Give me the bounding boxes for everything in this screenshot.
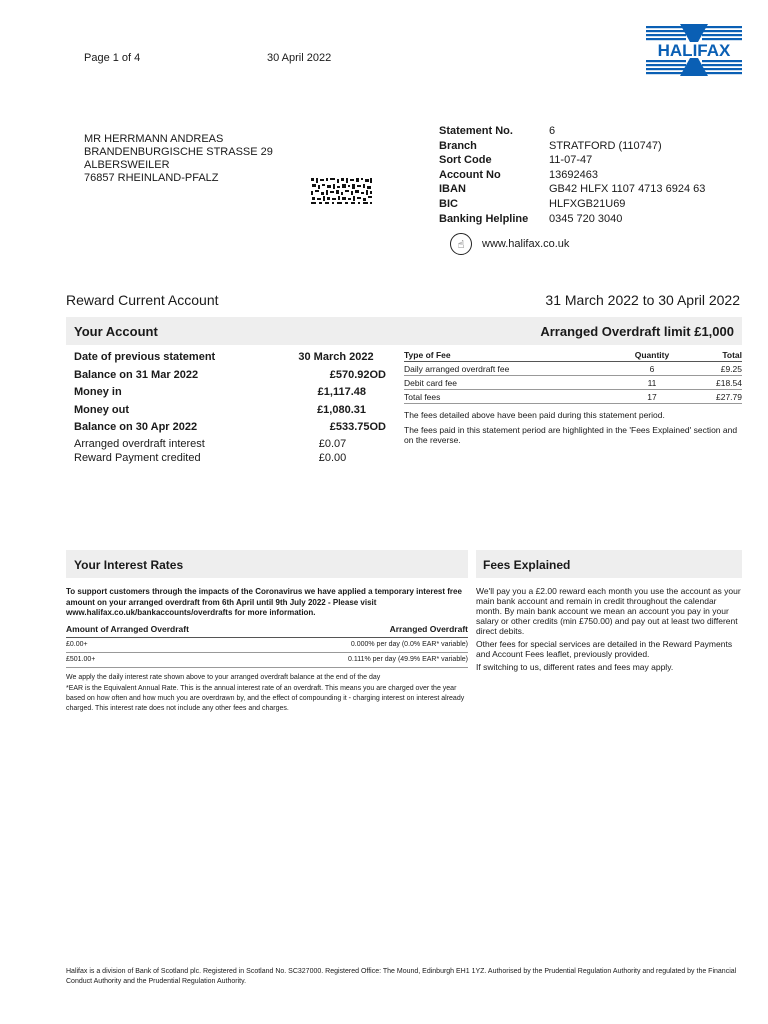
statement-period: 31 March 2022 to 30 April 2022 (545, 292, 740, 308)
interest-footnote: We apply the daily interest rate shown above to your arranged overdraft balance at the end of the day (66, 673, 381, 681)
fees-explained-band (476, 550, 742, 578)
summary-row: Money in £1,117.48 (74, 386, 366, 399)
table-row: Debit card fee 11 £18.54 (404, 377, 742, 388)
interest-table-header: Amount of Arranged Overdraft Arranged Overdraft (66, 624, 468, 638)
postal-barcode (310, 177, 373, 205)
detail-row-bic: BIC HLFXGB21U69 (439, 197, 626, 210)
fees-explained-heading: Fees Explained (483, 558, 571, 572)
fees-explained-section (476, 586, 742, 675)
website-url[interactable]: www.halifax.co.uk (482, 238, 570, 250)
fees-col-type: Type of Fee (404, 349, 622, 362)
statement-date: 30 April 2022 (267, 52, 332, 64)
ear-footnote: *EAR is the Equivalent Annual Rate. This is the annual interest rate of an overdraft. This means you are charged over the year based on how often and how much you are overdrawn by, and the effect of compounding it - charging interest on interest already charged. This interest rate does not include any other fees and charges. (66, 684, 465, 712)
pointer-hand-icon: ☝ (450, 233, 472, 255)
address-line: BRANDENBURGISCHE STRASSE 29 (84, 146, 273, 158)
website-link[interactable] (450, 233, 569, 255)
account-details (439, 124, 705, 226)
detail-row-iban: IBAN GB42 HLFX 1107 4713 6924 63 (439, 183, 706, 196)
summary-row: Arranged overdraft interest £0.07 (74, 437, 347, 450)
address-line: MR HERRMANN ANDREAS (84, 133, 224, 145)
svg-text:HALIFAX: HALIFAX (657, 41, 731, 60)
detail-row-branch: Branch STRATFORD (110747) (439, 139, 662, 152)
legal-footer: Halifax is a division of Bank of Scotland plc. Registered in Scotland No. SC327000. Registered Office: The Mound, Edinburgh EH1 1YZ. Authorised by the Prudential Regulation Authority and regulated by the Financial Conduct Authority and the Prudential Regulation Authority. (66, 968, 737, 985)
interest-rates-band (66, 550, 468, 578)
your-account-heading: Your Account (74, 324, 158, 339)
overdraft-limit: Arranged Overdraft limit £1,000 (540, 324, 734, 339)
detail-row-statement-no: Statement No. 6 (439, 125, 556, 137)
detail-row-sort-code: Sort Code 11-07-47 (439, 154, 593, 167)
address-line: 76857 RHEINLAND-PFALZ (84, 172, 219, 184)
summary-row: Money out £1,080.31 (74, 403, 366, 416)
account-title: Reward Current Account (66, 292, 219, 308)
summary-row: Reward Payment credited £0.00 (74, 452, 347, 465)
table-row: £501.00+ 0.111% per day (49.9% EAR* variable) (66, 653, 468, 668)
fees-note: The fees detailed above have been paid during this statement period. (404, 410, 665, 420)
fees-explained-paragraph: If switching to us, different rates and fees may apply. (476, 662, 674, 672)
fees-col-quantity: Quantity (622, 349, 682, 362)
address-line: ALBERSWEILER (84, 159, 170, 171)
your-account-band (66, 317, 742, 345)
fees-explained-paragraph: We'll pay you a £2.00 reward each month you use the account as your main bank account and remain in credit throughout the calendar month. By main bank account we mean an account you pay in your salary or other credits (min £750.00) and pay out at least two different direct debits. (476, 586, 741, 636)
fees-note: The fees paid in this statement period are highlighted in the 'Fees Explained' section and on the reverse. (404, 425, 738, 445)
detail-row-helpline: Banking Helpline 0345 720 3040 (439, 212, 623, 225)
interest-intro: To support customers through the impacts of the Coronavirus we have applied a temporary interest free amount on your arranged overdraft from 6th April until 9th July 2022 - Please visit www.halifax.co.uk/bankaccounts/overdrafts for more information. (66, 587, 462, 617)
table-row: Daily arranged overdraft fee 6 £9.25 (404, 363, 742, 374)
interest-rates-section (66, 587, 468, 714)
interest-rates-heading: Your Interest Rates (74, 558, 184, 572)
table-row: Total fees 17 £27.79 (404, 391, 742, 402)
summary-row: Balance on 30 Apr 2022 £533.75OD (74, 421, 386, 434)
summary-row: Balance on 31 Mar 2022 £570.92OD (74, 368, 386, 381)
halifax-logo (644, 24, 744, 76)
recipient-address (84, 133, 273, 185)
fees-table-block (404, 349, 742, 445)
fees-explained-paragraph: Other fees for special services are detailed in the Reward Payments and Account Fees leaflet, previously provided. (476, 639, 733, 659)
detail-row-account-no: Account No 13692463 (439, 168, 598, 181)
summary-row: Date of previous statement 30 March 2022 (74, 351, 374, 363)
table-row: £0.00+ 0.000% per day (0.0% EAR* variable) (66, 638, 468, 653)
fees-col-total: Total (682, 349, 742, 362)
fees-table (404, 349, 742, 404)
account-summary (74, 349, 386, 466)
page-number: Page 1 of 4 (84, 52, 141, 64)
